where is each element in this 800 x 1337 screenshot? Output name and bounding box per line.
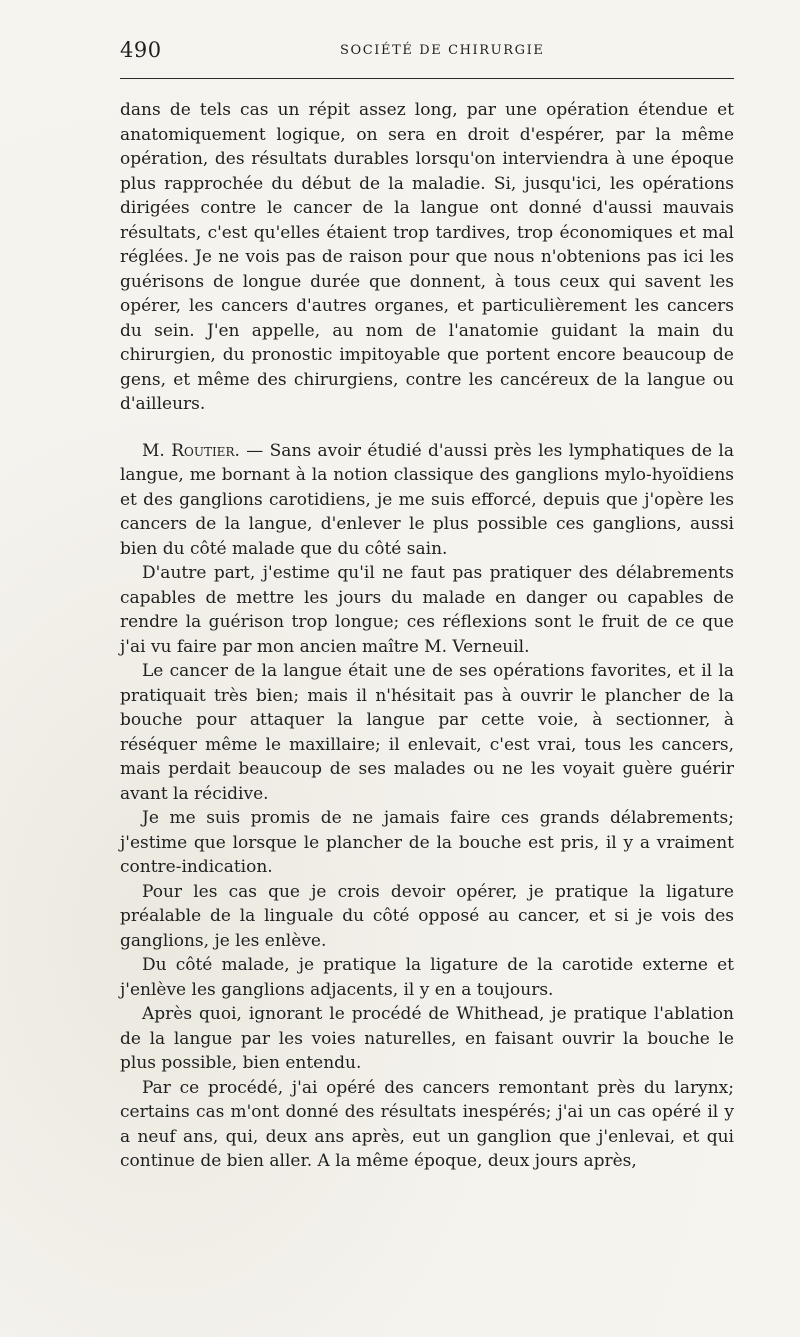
page-number: 490 [120,38,162,62]
paragraph-9: Par ce procédé, j'ai opéré des cancers remontant près du larynx; certains cas m'ont donné des résultats inespérés; j'ai un cas opéré il y a neuf ans, qui, deux ans après, eut un ganglion que j'enlevai, et qui continue de bien aller. A la même époque, deux jours après, [120,1077,734,1171]
paragraph-8: Après quoi, ignorant le procédé de Whithead, je pratique l'ablation de la langue par les voies naturelles, en faisant ouvrir la bouche le plus possible, bien entendu. [120,1004,734,1073]
header-rule [120,78,734,79]
paragraph-3: D'autre part, j'estime qu'il ne faut pas pratiquer des délabrements capables de mettre les jours du malade en danger ou capables de rendre la guérison trop longue; ces réflexions sont le fruit de ce que j'ai vu faire par mon ancien maître M. Verneuil. [120,563,734,657]
speaker-name: M. Routier. [142,440,240,461]
paragraph-5: Je me suis promis de ne jamais faire ces grands délabrements; j'estime que lorsque le plancher de la bouche est pris, il y a vraiment contre-indication. [120,808,734,877]
running-head: SOCIÉTÉ DE CHIRURGIE [340,43,545,58]
body-text [120,98,734,1174]
paragraph-1: dans de tels cas un répit assez long, par une opération étendue et anatomiquement logique, on sera en droit d'espérer, par la même opération, des résultats durables lorsqu'on interviendra à une époque plus rapprochée du début de la maladie. Si, jusqu'ici, les opérations dirigées contre le cancer de la langue ont donné d'aussi mauvais résultats, c'est qu'elles étaient trop tardives, trop économiques et mal réglées. Je ne vois pas de raison pour que nous n'obtenions pas ici les guérisons de longue durée que donnent, à tous ceux qui savent les opérer, les cancers d'autres organes, et particulièrement les cancers du sein. J'en appelle, au nom de l'anatomie guidant la main du chirurgien, du pronostic impitoyable que portent encore beaucoup de gens, et même des chirurgiens, contre les cancéreux de la langue ou d'ailleurs. [120,100,734,414]
paragraph-6: Pour les cas que je crois devoir opérer, je pratique la ligature préalable de la linguale du côté opposé au cancer, et si je vois des ganglions, je les enlève. [120,881,734,951]
paragraph-4: Le cancer de la langue était une de ses opérations favorites, et il la pratiquait très bien; mais il n'hésitait pas à ouvrir le plancher de la bouche pour attaquer la langue par cette voie, à sectionner, à réséquer même le maxillaire; il enlevait, c'est vrai, tous les cancers, mais perdait beaucoup de ses malades ou ne les voyait guère guérir avant la récidive. [120,661,734,804]
paragraph-2 [120,439,734,562]
paragraph-7: Du côté malade, je pratique la ligature de la carotide externe et j'enlève les ganglions adjacents, il y en a toujours. [120,955,734,1000]
page-header [120,38,735,68]
paragraph-2-text: — Sans avoir étudié d'aussi près les lymphatiques de la langue, me bornant à la notion classique des ganglions mylo-hyoïdiens et des ganglions carotidiens, je me suis efforcé, depuis que j'opère les cancers de la langue, d'enlever le plus possible ces ganglions, aussi bien du côté malade que du côté sain. [120,440,734,559]
